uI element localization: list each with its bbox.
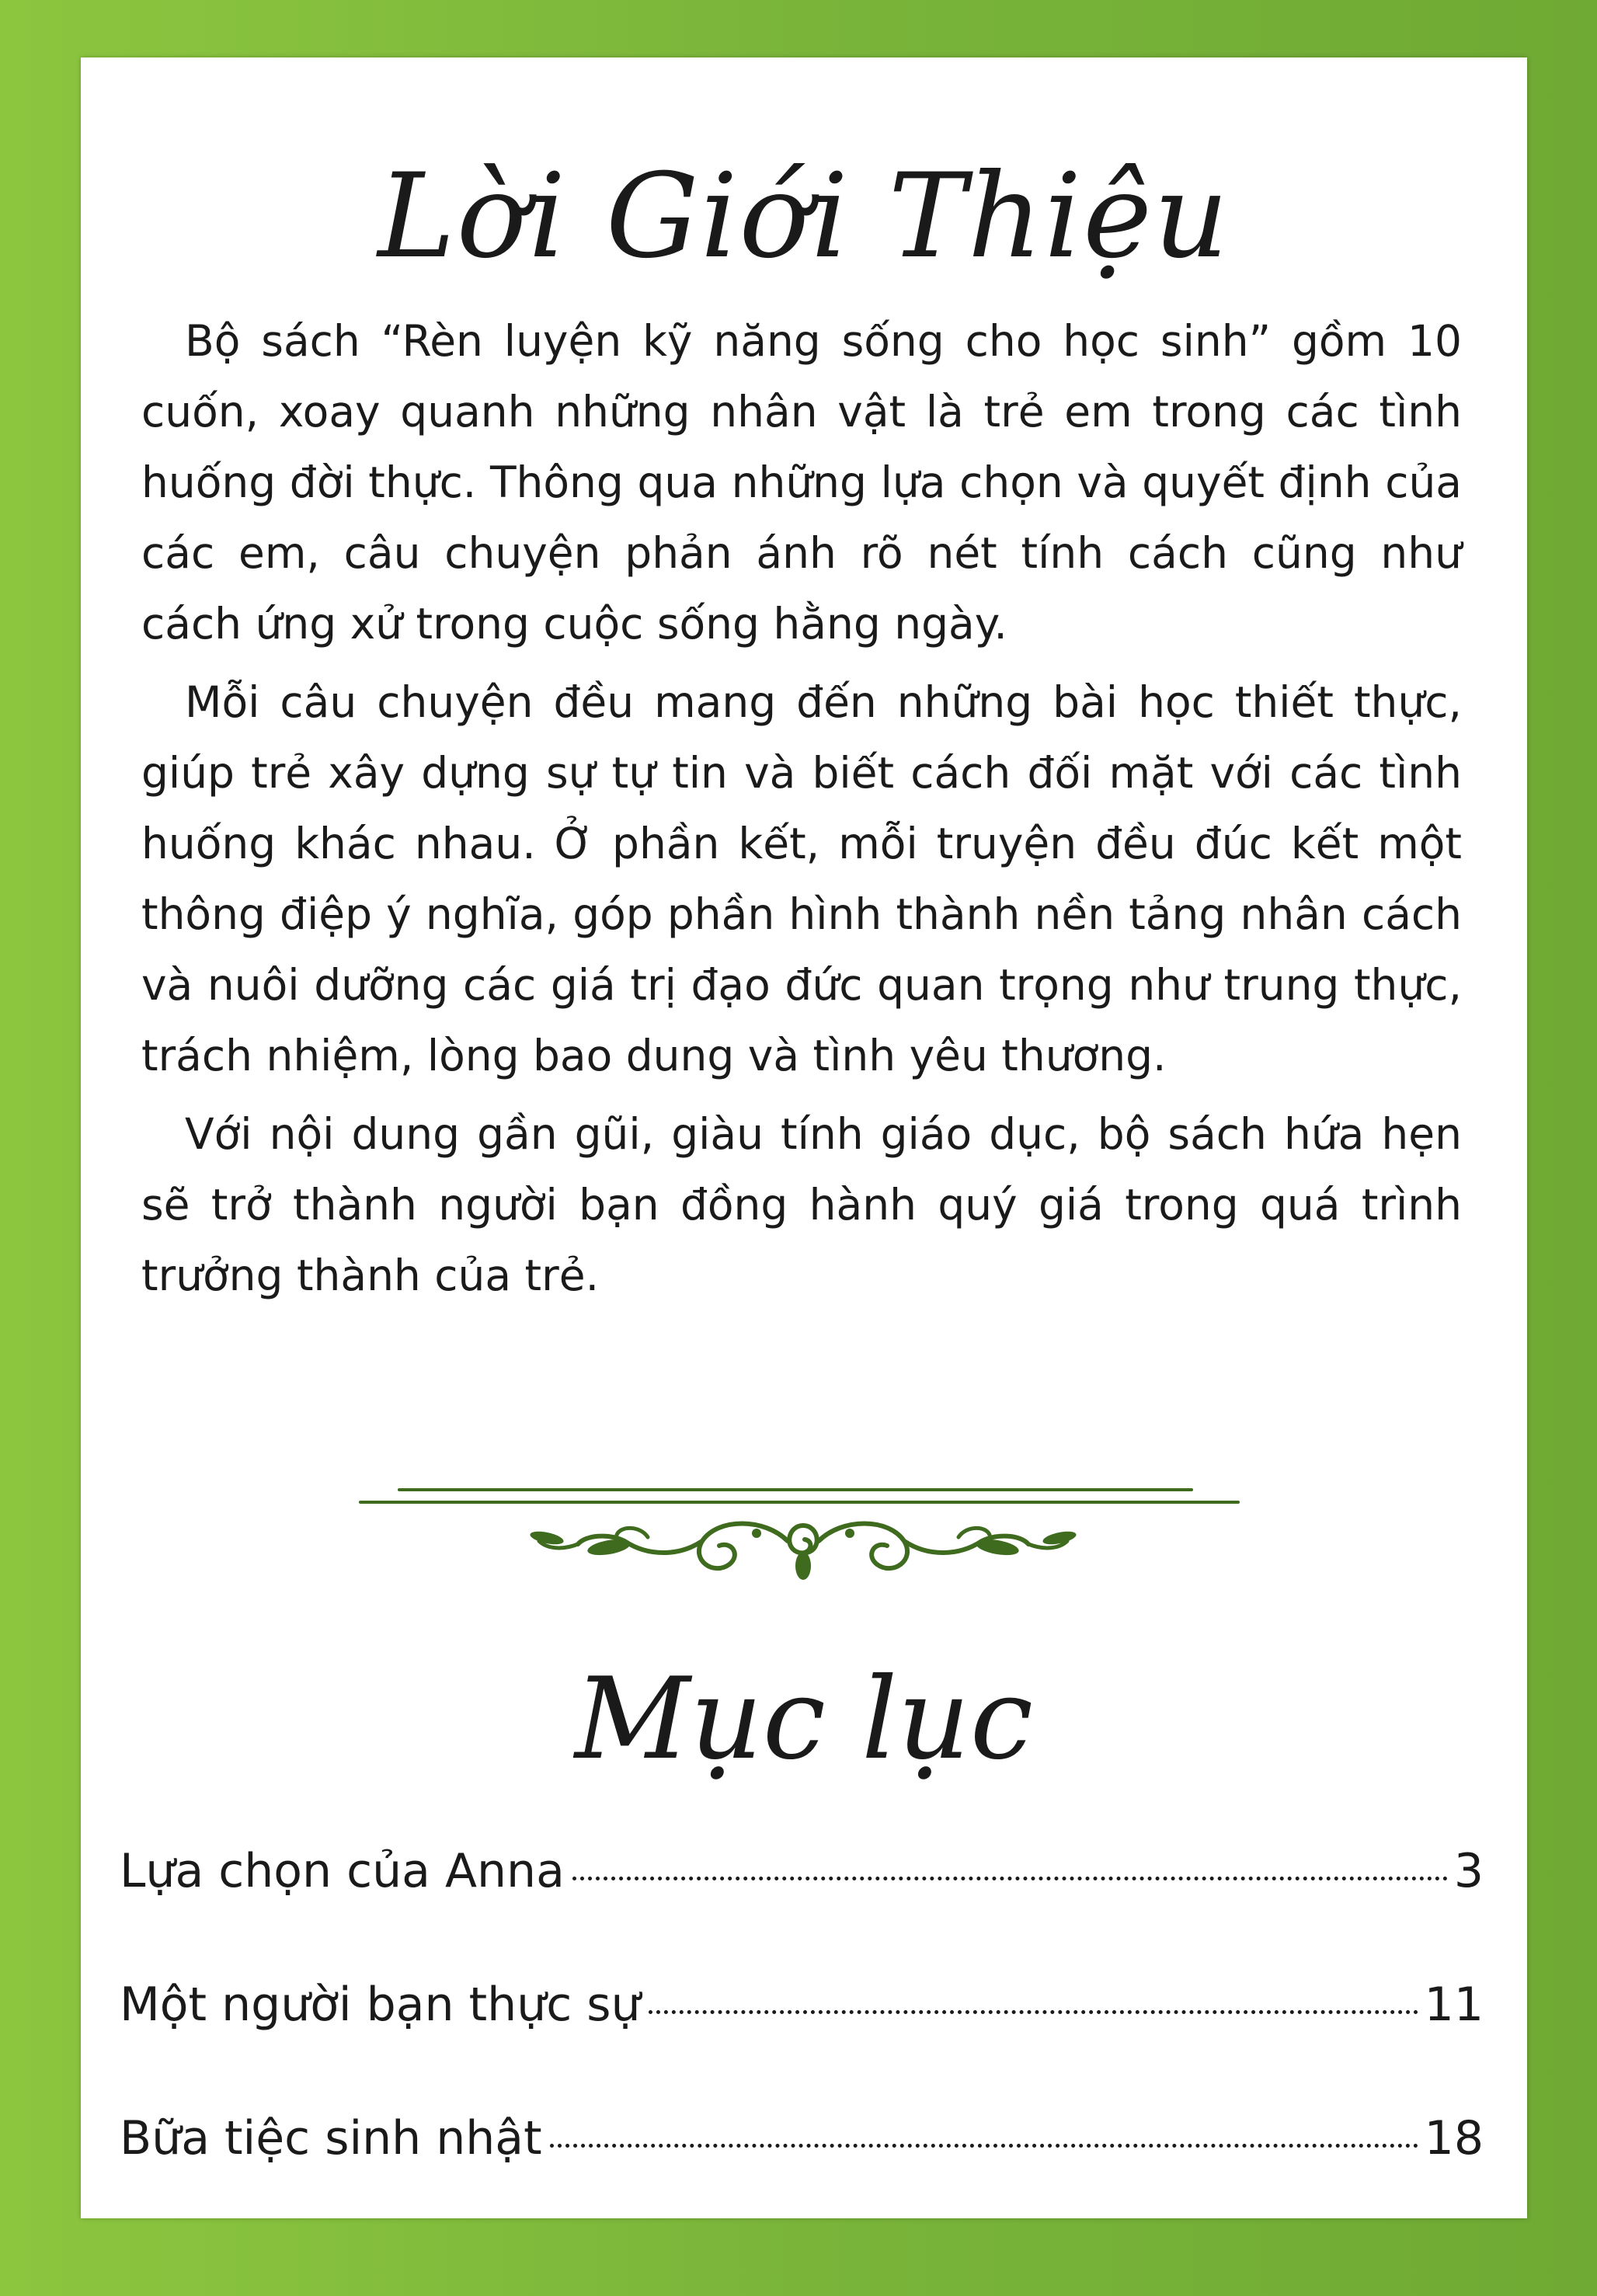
toc-item[interactable]: [120, 2111, 1484, 2218]
toc-leader-dots: [550, 2144, 1418, 2148]
intro-title: Lời Giới Thiệu: [378, 149, 1230, 284]
flourish-divider-icon: [353, 1479, 1254, 1634]
toc-item-label: Một người bạn thực sự: [120, 1978, 641, 2032]
table-of-contents: [120, 1844, 1484, 2218]
toc-item[interactable]: [120, 1844, 1484, 1978]
book-page: [81, 57, 1527, 2218]
toc-item-label: Lựa chọn của Anna: [120, 1844, 565, 1898]
toc-title: Mục lục: [574, 1654, 1034, 1785]
toc-leader-dots: [572, 1877, 1448, 1880]
intro-paragraph-3: Với nội dung gần gũi, giàu tính giáo dục, bộ sách hứa hẹn sẽ trở thành người bạn đồng hành quý giá trong quá trình trưởng thành của trẻ.: [141, 1109, 1462, 1300]
toc-leader-dots: [649, 2010, 1418, 2014]
toc-item-page: 11: [1424, 1978, 1484, 2032]
intro-body: [141, 306, 1462, 1319]
toc-item-page: 3: [1453, 1844, 1484, 1898]
toc-item-label: Bữa tiệc sinh nhật: [120, 2111, 542, 2166]
intro-paragraph-1: Bộ sách “Rèn luyện kỹ năng sống cho học sinh” gồm 10 cuốn, xoay quanh những nhân vật là trẻ em trong các tình huống đời thực. Thông qua những lựa chọn và quyết định của các em, câu chuyện phản ánh rõ nét tính cách cũng như cách ứng xử trong cuộc sống hằng ngày.: [141, 316, 1462, 649]
toc-item[interactable]: [120, 1978, 1484, 2111]
toc-item-page: 18: [1424, 2111, 1484, 2166]
intro-paragraph-2: Mỗi câu chuyện đều mang đến những bài học thiết thực, giúp trẻ xây dựng sự tự tin và biết cách đối mặt với các tình huống khác nhau. Ở phần kết, mỗi truyện đều đúc kết một thông điệp ý nghĩa, góp phần hình thành nền tảng nhân cách và nuôi dưỡng các giá trị đạo đức quan trọng như trung thực, trách nhiệm, lòng bao dung và tình yêu thương.: [141, 677, 1462, 1080]
